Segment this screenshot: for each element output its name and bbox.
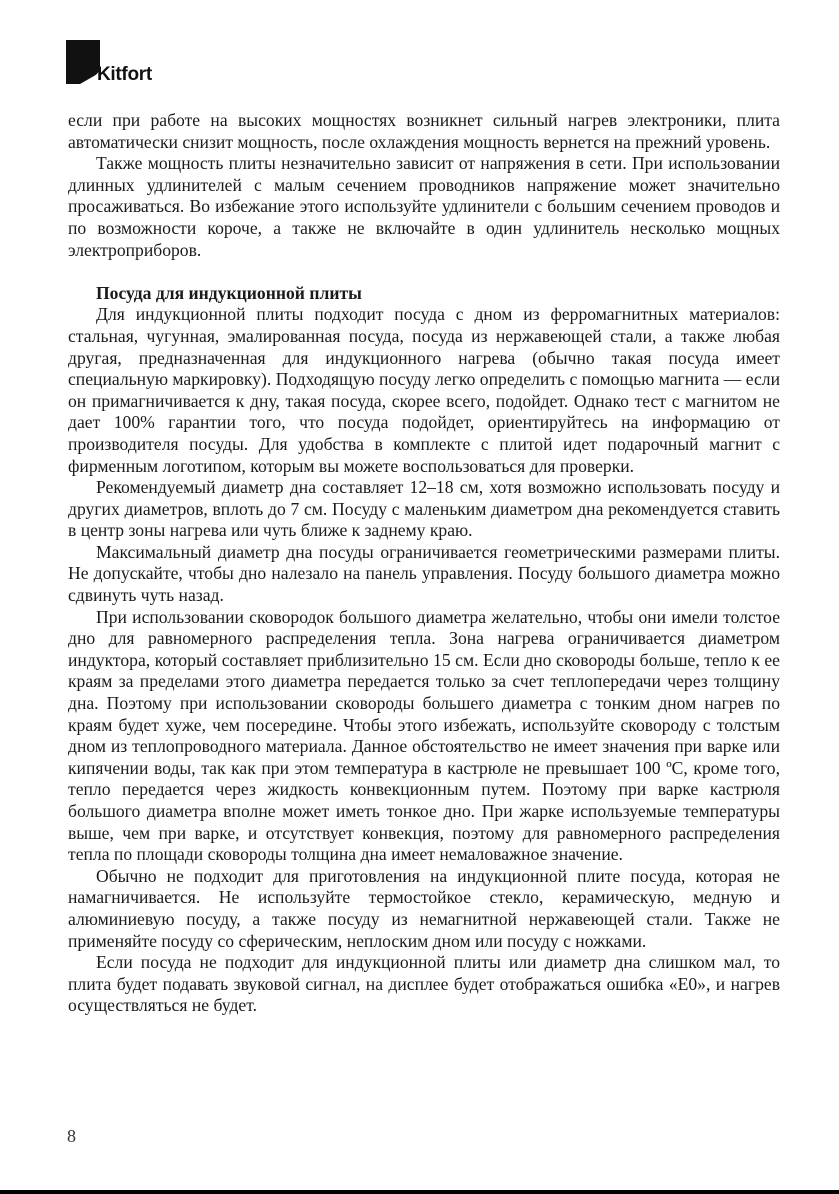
section-heading: Посуда для индукционной плиты [96,282,362,303]
bottom-divider [0,1190,839,1194]
paragraph-max-diameter: Максимальный диаметр дна посуды ограничивается геометрическими размерами плиты. Не допускайте, чтобы дно налезало на панель управления. Посуду большого диаметра можно сдвинуть чуть назад. [68,541,780,606]
paragraph-unsuitable-cookware: Обычно не подходит для приготовления на индукционной плите посуда, которая не намагничивается. Не используйте термостойкое стекло, керамическую, медную и алюминиевую посуду, а также посуду из немагнитной нержавеющей стали. Также не применяйте посуду со сферическим, неплоским дном или посуду с ножками. [68,865,780,951]
paragraph-error-e0: Если посуда не подходит для индукционной плиты или диаметр дна слишком мал, то плита будет подавать звуковой сигнал, на дисплее будет отображаться ошибка «Е0», и нагрев осуществляться не будет. [68,952,780,1016]
paragraph-cookware-materials: Для индукционной плиты подходит посуда с дном из ферромагнитных материалов: стальная, чугунная, эмалированная посуда, посуда из нержавеющей стали, а также любая другая, предназначенная для индукционного нагрева (обычно такая посуда имеет специальную маркировку). Подходящую посуду легко определить с помощью магнита — если он примагничивается к дну, такая посуда, скорее всего, подойдет. Однако тест с магнитом не дает 100% гарантии того, что посуда подойдет, ориентируйтесь на информацию от производителя посуды. Для удобства в комплекте с плитой идет подарочный магнит с фирменным логотипом, которым вы можете воспользоваться для проверки. [68,304,780,476]
brand-name: Kitfort [97,64,152,85]
brand-logo [66,40,186,88]
paragraph-recommended-diameter: Рекомендуемый диаметр дна составляет 12–18 см, хотя возможно использовать посуду и других диаметров, вплоть до 7 см. Посуду с маленьким диаметром дна рекомендуется ставить в центр зоны нагрева или чуть ближе к заднему краю. [68,477,780,541]
document-body [68,110,780,1017]
paragraph-voltage: Также мощность плиты незначительно зависит от напряжения в сети. При использовании длинных удлинителей с малым сечением проводников напряжение может значительно просаживаться. Во избежание этого используйте удлинители с большим сечением проводов и по возможности короче, а также не включайте в один удлинитель несколько мощных электроприборов. [68,153,780,260]
page-number: 8 [67,1126,76,1146]
paragraph-frying-pans: При использовании сковородок большого диаметра желательно, чтобы они имели толстое дно для равномерного распределения тепла. Зона нагрева ограничивается диаметром индуктора, который составляет приблизительно 15 см. Если дно сковороды больше, тепло к ее краям за пределами этого диаметра передается только за счет теплопередачи через толщину дна. Поэтому при использовании сковороды большего диаметра с тонким дном нагрев по краям будет хуже, чем посередине. Чтобы этого избежать, используйте сковороду с толстым дном из теплопроводного материала. Данное обстоятельство не имеет значения при варке или кипячении воды, так как при этом температура в кастрюле не превышает 100 ºС, кроме того, тепло передается через жидкость конвекционным путем. Поэтому при варке кастрюля большого диаметра вполне может иметь тонкое дно. При жарке используемые температуры выше, чем при варке, и отсутствует конвекция, поэтому для равномерного распределения тепла по площади сковороды толщина дна имеет немаловажное значение. [68,606,780,865]
paragraph-continued: если при работе на высоких мощностях возникнет сильный нагрев электроники, плита автоматически снизит мощность, после охлаждения мощность вернется на прежний уровень. [68,110,780,152]
